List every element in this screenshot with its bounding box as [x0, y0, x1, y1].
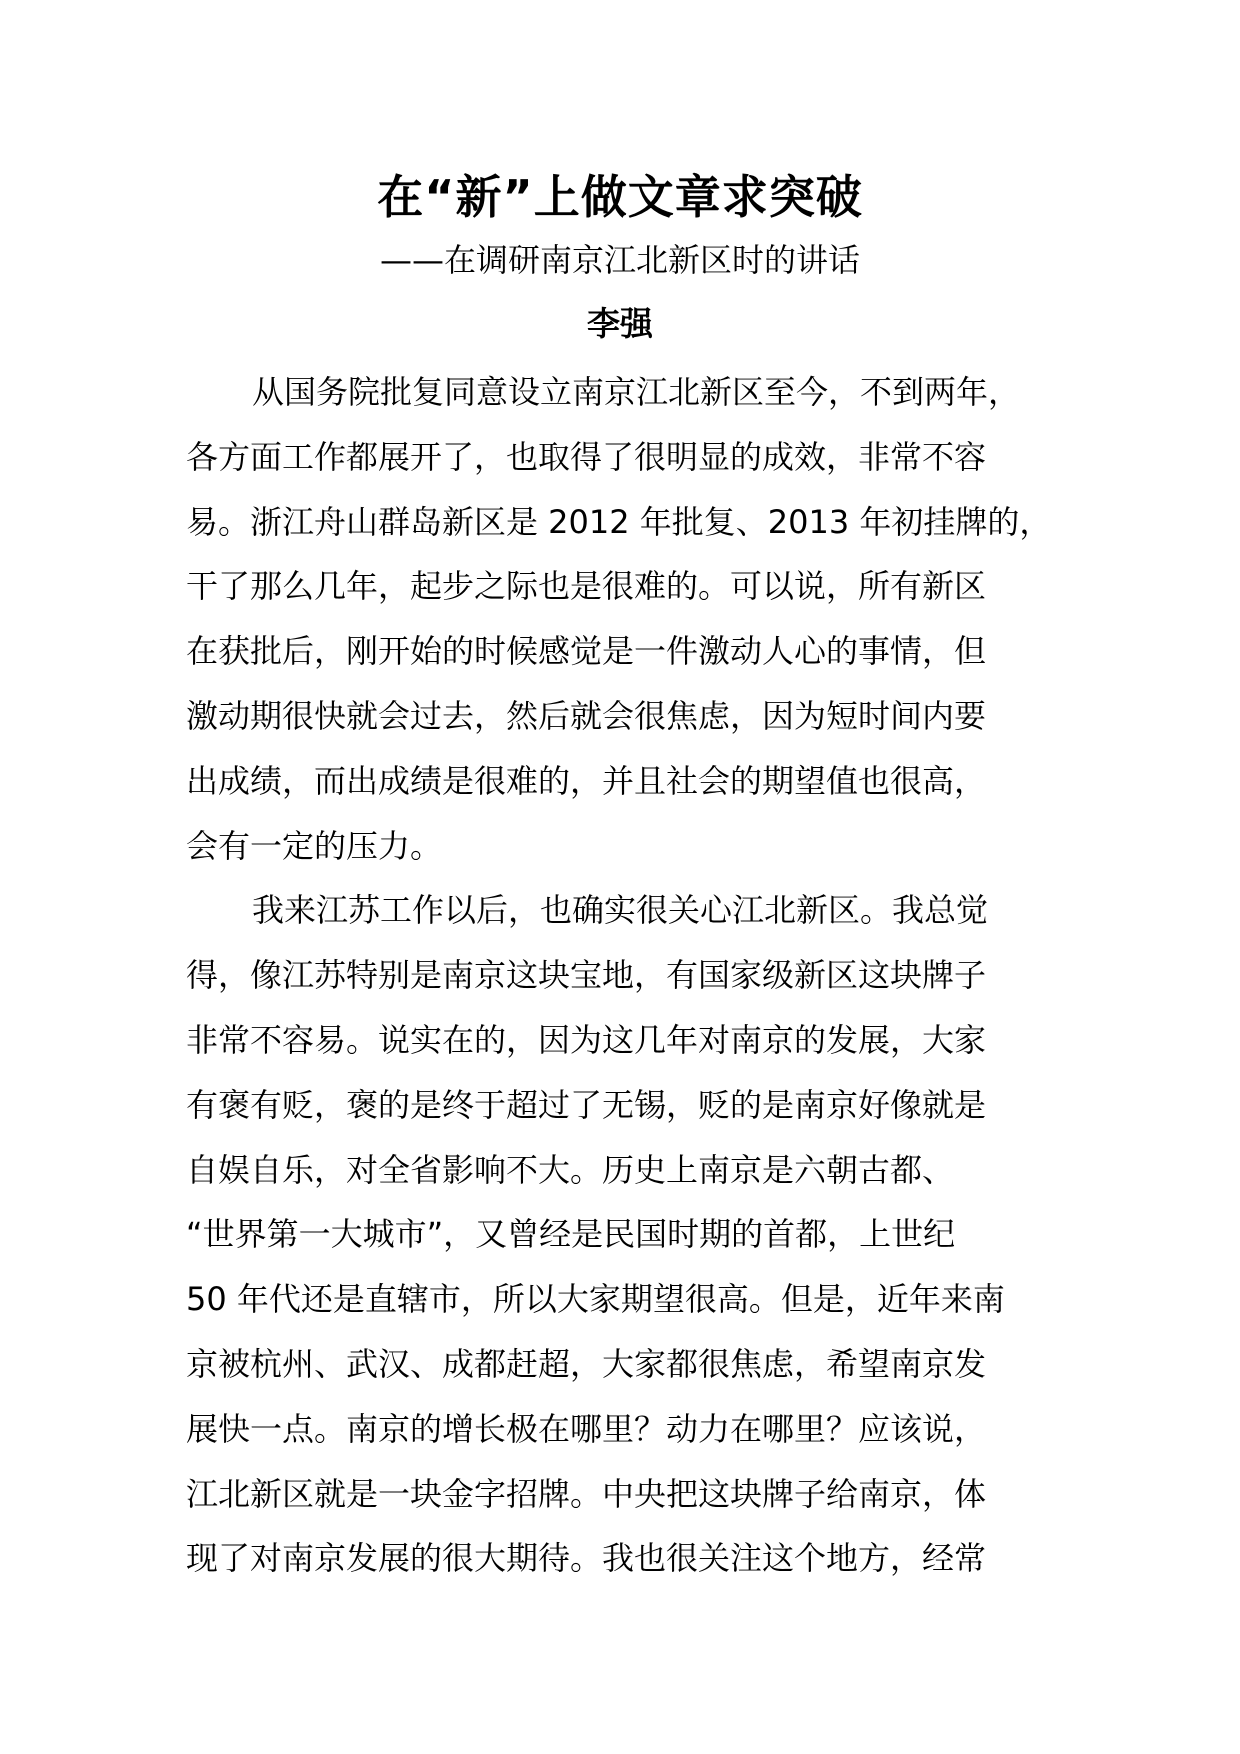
document-author: 李强	[587, 304, 653, 343]
paragraph-2-line-3: 非常不容易。说实在的，因为这几年对南京的发展，大家	[186, 1020, 987, 1059]
paragraph-2-line-9: 展快一点。南京的增长极在哪里？动力在哪里？应该说，	[186, 1409, 987, 1448]
document-title: 在“新”上做文章求突破	[377, 170, 863, 224]
document-subtitle: ——在调研南京江北新区时的讲话	[379, 241, 860, 279]
paragraph-2-line-7: 50 年代还是直辖市，所以大家期望很高。但是，近年来南	[186, 1280, 1005, 1319]
paragraph-1-line-5: 在获批后，刚开始的时候感觉是一件激动人心的事情，但	[186, 632, 987, 671]
paragraph-2-line-6: “世界第一大城市”，又曾经是民国时期的首都，上世纪	[186, 1215, 956, 1254]
paragraph-2-line-1: 我来江苏工作以后，也确实很关心江北新区。我总觉	[252, 891, 989, 930]
paragraph-2-line-8: 京被杭州、武汉、成都赶超，大家都很焦虑，希望南京发	[186, 1344, 987, 1383]
body-text	[186, 360, 1086, 1591]
paragraph-2-line-10: 江北新区就是一块金字招牌。中央把这块牌子给南京，体	[186, 1474, 987, 1513]
paragraph-2-line-5: 自娱自乐，对全省影响不大。历史上南京是六朝古都、	[186, 1150, 955, 1189]
paragraph-2-line-2: 得，像江苏特别是南京这块宝地，有国家级新区这块牌子	[186, 956, 987, 995]
paragraph-1-line-3: 易。浙江舟山群岛新区是 2012 年批复、2013 年初挂牌的，	[186, 502, 1052, 541]
paragraph-1-line-6: 激动期很快就会过去，然后就会很焦虑，因为短时间内要	[186, 696, 987, 735]
paragraph-2-line-4: 有褒有贬，褒的是终于超过了无锡，贬的是南京好像就是	[186, 1085, 987, 1124]
paragraph-1-line-8: 会有一定的压力。	[186, 826, 443, 865]
paragraph-1-line-1: 从国务院批复同意设立南京江北新区至今，不到两年，	[252, 373, 1021, 411]
paragraph-1-line-4: 干了那么几年，起步之际也是很难的。可以说，所有新区	[186, 567, 987, 606]
paragraph-2-line-11: 现了对南京发展的很大期待。我也很关注这个地方，经常	[186, 1539, 987, 1578]
paragraph-1-line-2: 各方面工作都展开了，也取得了很明显的成效，非常不容	[186, 437, 987, 476]
paragraph-1-line-7: 出成绩，而出成绩是很难的，并且社会的期望值也很高，	[186, 761, 987, 800]
